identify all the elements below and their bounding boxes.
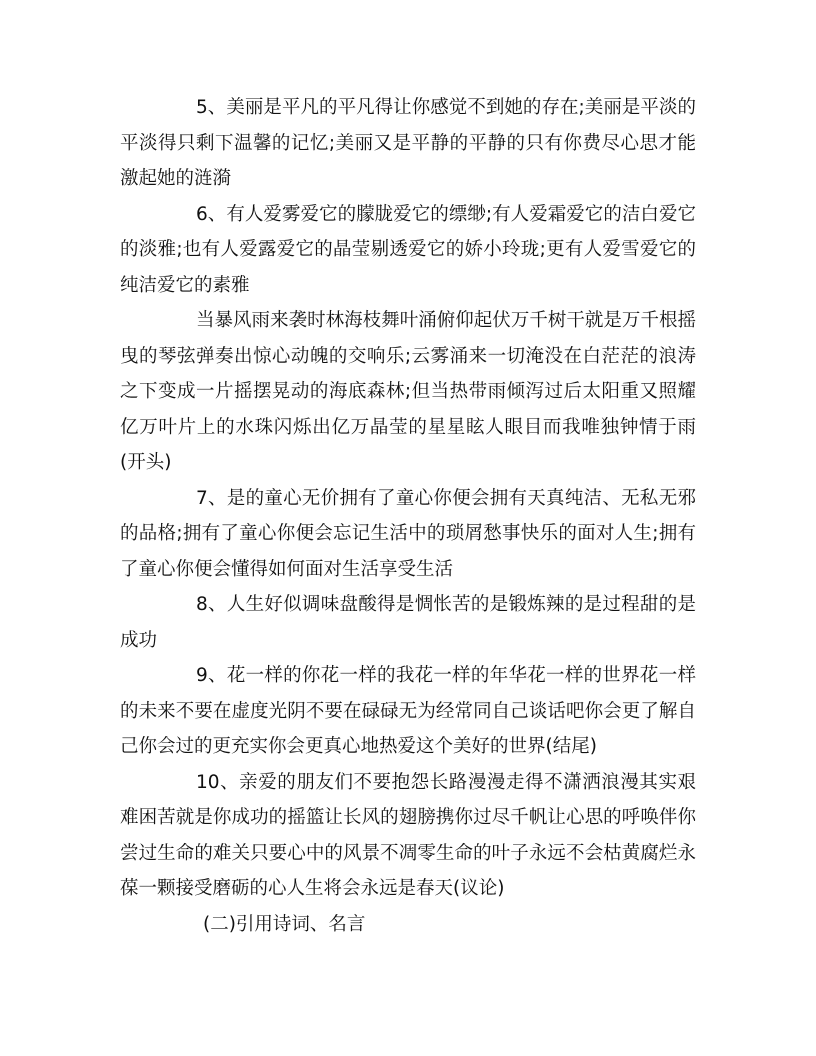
paragraph-7-childlike-heart: 7、是的童心无价拥有了童心你便会拥有天真纯洁、无私无邪的品格;拥有了童心你便会忘记生活中的琐屑愁事快乐的面对人生;拥有了童心你便会懂得如何面对生活享受生活 <box>120 487 696 580</box>
paragraph-6-nature: 6、有人爱雾爱它的朦胧爱它的缥缈;有人爱霜爱它的洁白爱它的淡雅;也有人爱露爱它的晶莹剔透爱它的娇小玲珑;更有人爱雪爱它的纯洁爱它的素雅 <box>120 203 696 296</box>
paragraph-10-argument: 10、亲爱的朋友们不要抱怨长路漫漫走得不潇洒浪漫其实艰难困苦就是你成功的摇篮让长风的翅膀携你过尽千帆让心思的呼唤伴你尝过生命的难关只要心中的风景不凋零生命的叶子永远不会枯黄腐烂永葆一颗接受磨砺的心人生将会永远是春天(议论) <box>120 771 696 899</box>
paragraph-5-beauty: 5、美丽是平凡的平凡得让你感觉不到她的存在;美丽是平淡的平淡得只剩下温馨的记忆;美丽又是平静的平静的只有你费尽心思才能激起她的涟漪 <box>120 97 696 189</box>
paragraph-9-ending: 9、花一样的你花一样的我花一样的年华花一样的世界花一样的未来不要在虚度光阴不要在碌碌无为经常同自己谈话吧你会更了解自己你会过的更充实你会更真心地热爱这个美好的世界(结尾) <box>120 665 696 757</box>
paragraph-8-life-flavors: 8、人生好似调味盘酸得是惆怅苦的是锻炼辣的是过程甜的是成功 <box>120 594 696 651</box>
paragraph-storm-opening: 当暴风雨来袭时林海枝舞叶涌俯仰起伏万千树干就是万千根摇曳的琴弦弹奏出惊心动魄的交响乐;云雾涌来一切淹没在白茫茫的浪涛之下变成一片摇摆晃动的海底森林;但当热带雨倾泻过后太阳重又照耀亿万叶片上的水珠闪烁出亿万晶莹的星星眩人眼目而我唯独钟情于雨(开头) <box>120 310 696 473</box>
section-subheading: (二)引用诗词、名言 <box>203 913 366 935</box>
